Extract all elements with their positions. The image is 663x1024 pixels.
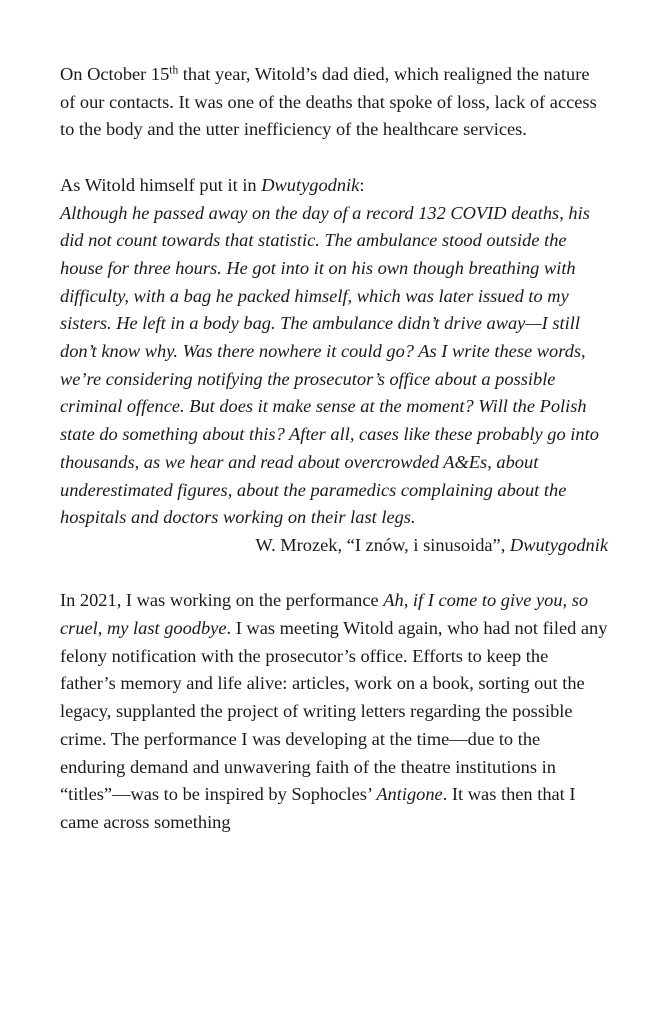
paragraph-fathers-death [60, 61, 608, 144]
play-title: Antigone [376, 784, 443, 805]
block-quote: Although he passed away on the day of a record 132 COVID deaths, his did not count towards that statistic. The ambulance stood outside the house for three hours. He got into it on his own though breathing with difficulty, with a bag he packed himself, which was later issued to my sisters. He left in a body bag. The ambulance didn’t drive away—I still don’t know why. Was there nowhere it could go? As I write these words, we’re considering notifying the prosecutor’s office about a possible criminal offence. But does it make sense at the moment? Will the Polish state do something about this? After all, cases like these probably go into thousands, as we hear and read about overcrowded A&Es, about underestimated figures, about the paramedics complaining about the hospitals and doctors working on their last legs. [60, 202, 599, 528]
performance-title: Ah, if I come to give you, so cruel, my last goodbye [60, 590, 589, 639]
quote-citation [60, 532, 608, 560]
paragraph-spacer [60, 144, 608, 172]
citation-publication: Dwutygodnik [509, 534, 608, 555]
paragraph-text: that year, Witold’s dad died, which realigned the nature of our contacts. It was one of the deaths that spoke of loss, lack of access to the body and the utter inefficiency of the healthcare services. [60, 64, 597, 140]
paragraph-text: In 2021, I was working on the performance [60, 590, 384, 611]
quote-intro-colon: : [359, 174, 365, 195]
paragraph-spacer [60, 560, 608, 588]
citation-author-title: W. Mrozek, “I znów, i sinusoida”, [255, 534, 510, 555]
ordinal-superscript: th [169, 64, 179, 77]
quote-source-title: Dwutygodnik [261, 174, 360, 195]
text-column [60, 61, 608, 837]
paragraph-2021-performance [60, 587, 608, 836]
quote-intro [60, 172, 608, 200]
quote-intro-text: As Witold himself put it in [60, 174, 262, 195]
paragraph-text: . I was meeting Witold again, who had not filed any felony notification with the prosecutor’s office. Efforts to keep the father’s memory and life alive: articles, work on a book, sorting out the legacy, supplanted the project of writing letters regarding the possible crime. The performance I was developing at the time—due to the enduring demand and unwavering faith of the theatre institutions in “titles”—was to be inspired by Sophocles’ [60, 618, 608, 805]
paragraph-text: . It was then that I came across something [60, 784, 576, 832]
paragraph-text: On October 15 [60, 64, 170, 84]
